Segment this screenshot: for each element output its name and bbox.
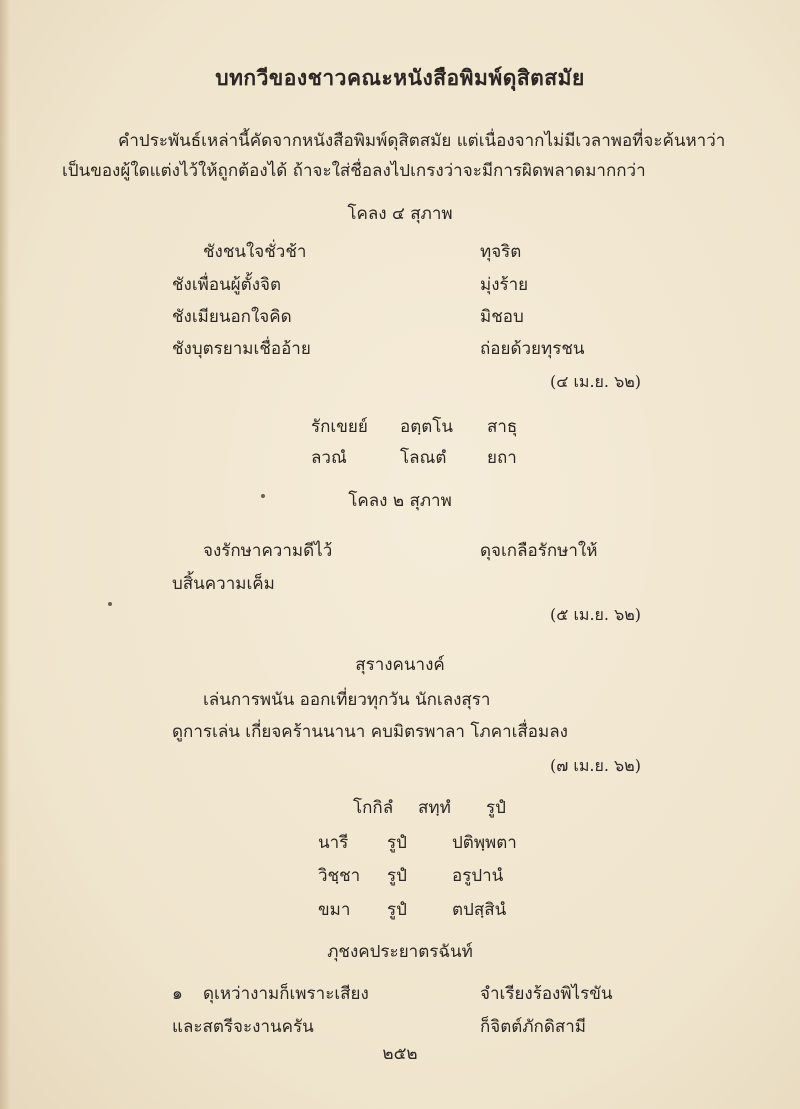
poem4-number: ๑ bbox=[172, 984, 183, 1004]
page-title: บทกวีของชาวคณะหนังสือพิมพ์ดุสิตสมัย bbox=[215, 65, 585, 90]
poem2-heading: โคลง ๒ สุภาพ bbox=[348, 491, 452, 511]
poem4-heading: ภุชงคประยาตรฉันท์ bbox=[327, 942, 473, 962]
pali2-r2c1: นารี bbox=[318, 833, 349, 853]
pali1-r2c3: ยถา bbox=[487, 448, 517, 468]
pali1-r2c1: ลวณํ bbox=[311, 448, 347, 468]
pali2-r2c2: รูปํ bbox=[387, 833, 407, 853]
poem3-heading: สุรางคนางค์ bbox=[355, 655, 445, 675]
pali2-r4c3: ตปสฺสินํ bbox=[452, 900, 507, 920]
page-number: ๒๕๒ bbox=[382, 1044, 418, 1064]
ink-speck bbox=[108, 602, 112, 606]
poem1-row3-right: มิชอบ bbox=[480, 307, 524, 327]
pali1-r1c1: รักเขยย์ bbox=[311, 417, 368, 437]
poem4-right1: จำเรียงร้องพิไรขัน bbox=[480, 984, 613, 1004]
intro-line-2: เป็นของผู้ใดแต่งไว้ให้ถูกต้องได้ ถ้าจะใส่ชื่อลงไปเกรงว่าจะมีการผิดพลาดมากกว่า bbox=[62, 161, 646, 181]
pali2-r4c1: ขมา bbox=[318, 900, 351, 920]
poem4-left1: ดุเหว่างามก็เพราะเสียง bbox=[203, 984, 369, 1004]
poem3-line2: ดูการเล่น เกี่ยจคร้านนานา คบมิตรพาลา โภคาเสื่อมลง bbox=[172, 722, 568, 742]
pali2-r2c3: ปติพฺพตา bbox=[452, 833, 517, 853]
poem4-right2: ก็จิตต์ภักดิสามี bbox=[480, 1017, 587, 1037]
poem2-left: จงรักษาความดีไว้ bbox=[203, 541, 333, 561]
poem1-heading: โคลง ๔ สุภาพ bbox=[347, 204, 453, 224]
poem2-date: (๕ เม.ย. ๖๒) bbox=[550, 605, 642, 624]
pali2-r3c3: อรูปานํ bbox=[452, 866, 504, 886]
poem1-row2-left: ชังเพื่อนผู้ตั้งจิต bbox=[172, 275, 281, 295]
poem2-last: บสิ้นความเค็ม bbox=[172, 574, 275, 594]
pali1-r1c2: อตฺตโน bbox=[400, 417, 454, 437]
pali2-r1c2: สทฺทํ bbox=[418, 798, 451, 818]
poem3-line1: เล่นการพนัน ออกเที่ยวทุกวัน นักเลงสุรา bbox=[203, 690, 491, 710]
pali2-r3c1: วิชฺชา bbox=[318, 866, 361, 886]
poem1-row1-left: ชังชนใจชั่วช้า bbox=[203, 242, 307, 262]
poem2-right: ดุจเกลือรักษาให้ bbox=[480, 541, 598, 561]
poem1-row2-right: มุ่งร้าย bbox=[480, 275, 529, 295]
pali2-r4c2: รูปํ bbox=[387, 900, 407, 920]
pali1-r2c2: โลณตํ bbox=[400, 448, 447, 468]
poem1-row1-right: ทุจริต bbox=[480, 242, 522, 262]
pali1-r1c3: สาธุ bbox=[487, 417, 518, 437]
poem1-row4-right: ถ่อยด้วยทุรชน bbox=[480, 339, 585, 359]
poem1-row4-left: ชังบุตรยามเชื่ออ้าย bbox=[172, 339, 311, 359]
pali2-r3c2: รูปํ bbox=[387, 866, 407, 886]
intro-line-1: คำประพันธ์เหล่านี้คัดจากหนังสือพิมพ์ดุสิตสมัย แต่เนื่องจากไม่มีเวลาพอที่จะค้นหาว่า bbox=[118, 131, 726, 151]
pali2-r1c1: โกกิลํ bbox=[353, 798, 394, 818]
poem1-date: (๔ เม.ย. ๖๒) bbox=[550, 372, 642, 391]
poem1-row3-left: ชังเมียนอกใจคิด bbox=[172, 307, 292, 327]
poem4-left2: และสตรีจะงานครัน bbox=[172, 1017, 314, 1037]
poem3-date: (๗ เม.ย. ๖๒) bbox=[550, 756, 641, 775]
pali2-r1c3: รูปํ bbox=[486, 798, 506, 818]
